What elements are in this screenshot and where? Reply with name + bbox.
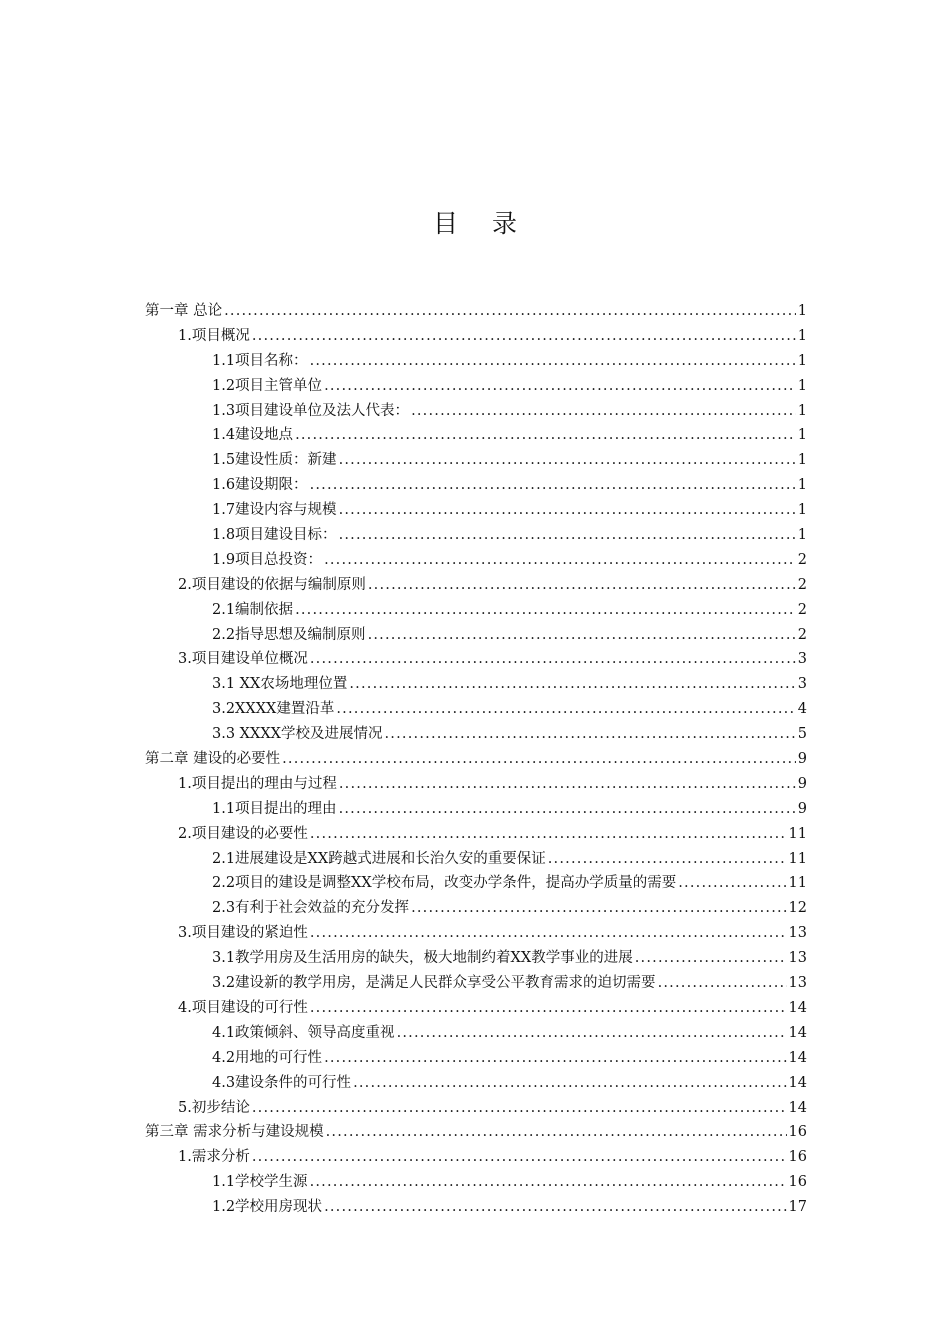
toc-entry[interactable] — [145, 647, 807, 672]
toc-page-number: 1 — [797, 402, 807, 419]
toc-entry-title: 2.2项目的建设是调整XX学校布局，改变办学条件，提高办学质量的需要 — [212, 875, 677, 892]
toc-dot-leader — [339, 797, 796, 822]
toc-entry-title: 1.5建设性质：新建 — [212, 452, 337, 469]
toc-entry-title: 3.1教学用房及生活用房的缺失，极大地制约着XX教学事业的进展 — [212, 950, 633, 967]
toc-entry[interactable] — [145, 672, 807, 697]
toc-page-number: 9 — [797, 751, 807, 768]
toc-entry-title: 1.2项目主管单位 — [212, 377, 323, 394]
toc-page-number: 16 — [788, 1174, 807, 1191]
toc-page-number: 1 — [797, 502, 807, 519]
toc-page-number: 11 — [788, 875, 807, 892]
toc-entry-title: 2.1进展建设是XX跨越式进展和长治久安的重要保证 — [212, 850, 546, 867]
toc-dot-leader — [310, 349, 796, 374]
toc-entry[interactable] — [145, 921, 807, 946]
toc-page-number: 1 — [797, 303, 807, 319]
toc-entry[interactable] — [145, 1046, 807, 1071]
toc-entry-title: 4.1政策倾斜、领导高度重视 — [212, 1024, 395, 1041]
toc-dot-leader — [411, 896, 786, 921]
toc-page-number: 1 — [797, 477, 807, 494]
toc-entry-title: 1.项目提出的理由与过程 — [178, 775, 337, 792]
toc-entry[interactable] — [145, 1195, 807, 1220]
toc-page-number: 5 — [797, 726, 807, 743]
toc-entry[interactable] — [145, 822, 807, 847]
toc-dot-leader — [282, 747, 796, 772]
toc-page-number: 1 — [797, 377, 807, 394]
toc-entry[interactable] — [145, 1021, 807, 1046]
toc-page-number: 3 — [797, 676, 807, 693]
toc-entry-title: 2.1编制依据 — [212, 601, 294, 618]
toc-page-number: 2 — [797, 601, 807, 618]
toc-page-number: 3 — [797, 651, 807, 668]
toc-entry[interactable] — [145, 448, 807, 473]
toc-dot-leader — [324, 1046, 786, 1071]
toc-entry[interactable] — [145, 473, 807, 498]
toc-page-number: 2 — [797, 551, 807, 568]
toc-page-number: 1 — [797, 527, 807, 544]
toc-dot-leader — [336, 697, 795, 722]
toc-page-number: 12 — [788, 900, 807, 917]
toc-dot-leader — [324, 1195, 786, 1220]
toc-dot-leader — [339, 498, 796, 523]
toc-dot-leader — [324, 548, 796, 573]
toc-entry[interactable] — [145, 996, 807, 1021]
toc-dot-leader — [295, 423, 796, 448]
toc-entry[interactable] — [145, 1120, 807, 1145]
toc-entry-title: 1.1学校学生源 — [212, 1174, 308, 1191]
toc-entry[interactable] — [145, 797, 807, 822]
toc-entry[interactable] — [145, 548, 807, 573]
toc-entry-title: 3.3 XXXX学校及进展情况 — [212, 726, 383, 743]
toc-entry[interactable] — [145, 946, 807, 971]
toc-dot-leader — [635, 946, 787, 971]
toc-dot-leader — [658, 971, 787, 996]
toc-entry-title: 1.9项目总投资： — [212, 551, 323, 568]
toc-entry-title: 3.1 XX农场地理位置 — [212, 676, 348, 693]
toc-entry-title: 2.2指导思想及编制原则 — [212, 626, 366, 643]
toc-entry-title: 3.2建设新的教学用房，是满足人民群众享受公平教育需求的迫切需要 — [212, 975, 656, 992]
toc-entry-title: 2.3有利于社会效益的充分发挥 — [212, 900, 410, 917]
toc-page-number: 1 — [797, 352, 807, 369]
toc-entry[interactable] — [145, 697, 807, 722]
toc-entry[interactable] — [145, 747, 807, 772]
toc-dot-leader — [252, 1145, 787, 1170]
toc-dot-leader — [310, 647, 796, 672]
toc-page-number: 14 — [788, 1024, 807, 1041]
toc-entry[interactable] — [145, 722, 807, 747]
toc-page-number: 13 — [788, 950, 807, 967]
toc-entry[interactable] — [145, 1145, 807, 1170]
toc-entry-title: 3.2XXXX建置沿革 — [212, 701, 335, 718]
toc-dot-leader — [384, 722, 795, 747]
toc-entry-title: 第三章 需求分析与建设规模 — [145, 1124, 324, 1141]
toc-entry[interactable] — [145, 1096, 807, 1121]
toc-entry-title: 2.项目建设的必要性 — [178, 825, 308, 842]
toc-entry-title: 4.项目建设的可行性 — [178, 999, 308, 1016]
toc-page-number: 1 — [797, 452, 807, 469]
toc-page-number: 4 — [797, 701, 807, 718]
toc-entry[interactable] — [145, 623, 807, 648]
toc-dot-leader — [310, 822, 787, 847]
toc-entry-title: 3.项目建设的紧迫性 — [178, 925, 308, 942]
toc-dot-leader — [397, 1021, 787, 1046]
toc-page-number: 14 — [788, 999, 807, 1016]
toc-entry-title: 第一章 总论 — [145, 303, 223, 319]
toc-entry-title: 第二章 建设的必要性 — [145, 751, 281, 768]
toc-entry[interactable] — [145, 299, 807, 324]
toc-entry-title: 3.项目建设单位概况 — [178, 651, 308, 668]
toc-dot-leader — [324, 374, 796, 399]
toc-page-number: 16 — [788, 1149, 807, 1166]
toc-entry-title: 1.项目概况 — [178, 327, 250, 344]
toc-entry-title: 2.项目建设的依据与编制原则 — [178, 576, 366, 593]
toc-dot-leader — [349, 672, 795, 697]
toc-entry[interactable] — [145, 1170, 807, 1195]
toc-dot-leader — [310, 473, 796, 498]
toc-dot-leader — [339, 523, 796, 548]
toc-page-number: 2 — [797, 626, 807, 643]
toc-entry[interactable] — [145, 349, 807, 374]
toc-page-number: 14 — [788, 1074, 807, 1091]
toc-entry[interactable] — [145, 523, 807, 548]
toc-entry-title: 1.需求分析 — [178, 1149, 250, 1166]
toc-page-number: 11 — [788, 825, 807, 842]
toc-dot-leader — [339, 448, 796, 473]
toc-page-number: 13 — [788, 975, 807, 992]
toc-dot-leader — [295, 598, 796, 623]
toc-entry[interactable] — [145, 896, 807, 921]
toc-page-number: 1 — [797, 427, 807, 444]
toc-entry-title: 4.2用地的可行性 — [212, 1049, 323, 1066]
toc-entry-title: 4.3建设条件的可行性 — [212, 1074, 352, 1091]
toc-entry[interactable] — [145, 847, 807, 872]
table-of-contents — [145, 299, 807, 1220]
toc-entry[interactable] — [145, 971, 807, 996]
toc-entry[interactable] — [145, 573, 807, 598]
toc-entry[interactable] — [145, 598, 807, 623]
toc-entry[interactable] — [145, 498, 807, 523]
toc-entry-title: 1.1项目名称： — [212, 352, 308, 369]
toc-entry-title: 1.8项目建设目标： — [212, 527, 337, 544]
toc-page-number: 16 — [788, 1124, 807, 1141]
toc-page-number: 14 — [788, 1049, 807, 1066]
toc-dot-leader — [326, 1120, 787, 1145]
toc-entry[interactable] — [145, 871, 807, 896]
toc-dot-leader — [310, 1170, 787, 1195]
toc-title: 目录 — [432, 209, 551, 238]
toc-entry[interactable] — [145, 423, 807, 448]
toc-dot-leader — [252, 324, 796, 349]
toc-entry[interactable] — [145, 324, 807, 349]
toc-page-number: 11 — [788, 850, 807, 867]
toc-entry-title: 1.2学校用房现状 — [212, 1199, 323, 1216]
toc-page-number: 14 — [788, 1099, 807, 1116]
toc-dot-leader — [368, 623, 796, 648]
toc-entry-title: 5.初步结论 — [178, 1099, 250, 1116]
toc-page-number: 17 — [788, 1199, 807, 1216]
toc-entry-title: 1.4建设地点 — [212, 427, 294, 444]
toc-entry[interactable] — [145, 1071, 807, 1096]
toc-dot-leader — [252, 1096, 787, 1121]
toc-entry-title: 1.6建设期限： — [212, 477, 308, 494]
toc-page-number: 1 — [797, 327, 807, 344]
toc-entry-title: 1.7建设内容与规模 — [212, 502, 337, 519]
toc-page-number: 9 — [797, 800, 807, 817]
toc-dot-leader — [310, 996, 787, 1021]
toc-entry[interactable] — [145, 399, 807, 424]
toc-entry-title: 1.1项目提出的理由 — [212, 800, 337, 817]
toc-dot-leader — [548, 847, 787, 872]
toc-dot-leader — [368, 573, 796, 598]
toc-dot-leader — [339, 772, 796, 797]
toc-dot-leader — [411, 399, 796, 424]
toc-entry-title: 1.3项目建设单位及法人代表： — [212, 402, 410, 419]
toc-dot-leader — [353, 1071, 786, 1096]
toc-dot-leader — [678, 871, 786, 896]
toc-entry[interactable] — [145, 772, 807, 797]
toc-dot-leader — [224, 299, 796, 324]
toc-page-number: 9 — [797, 775, 807, 792]
toc-dot-leader — [310, 921, 787, 946]
toc-page-number: 13 — [788, 925, 807, 942]
toc-page-number: 2 — [797, 576, 807, 593]
toc-entry[interactable] — [145, 374, 807, 399]
